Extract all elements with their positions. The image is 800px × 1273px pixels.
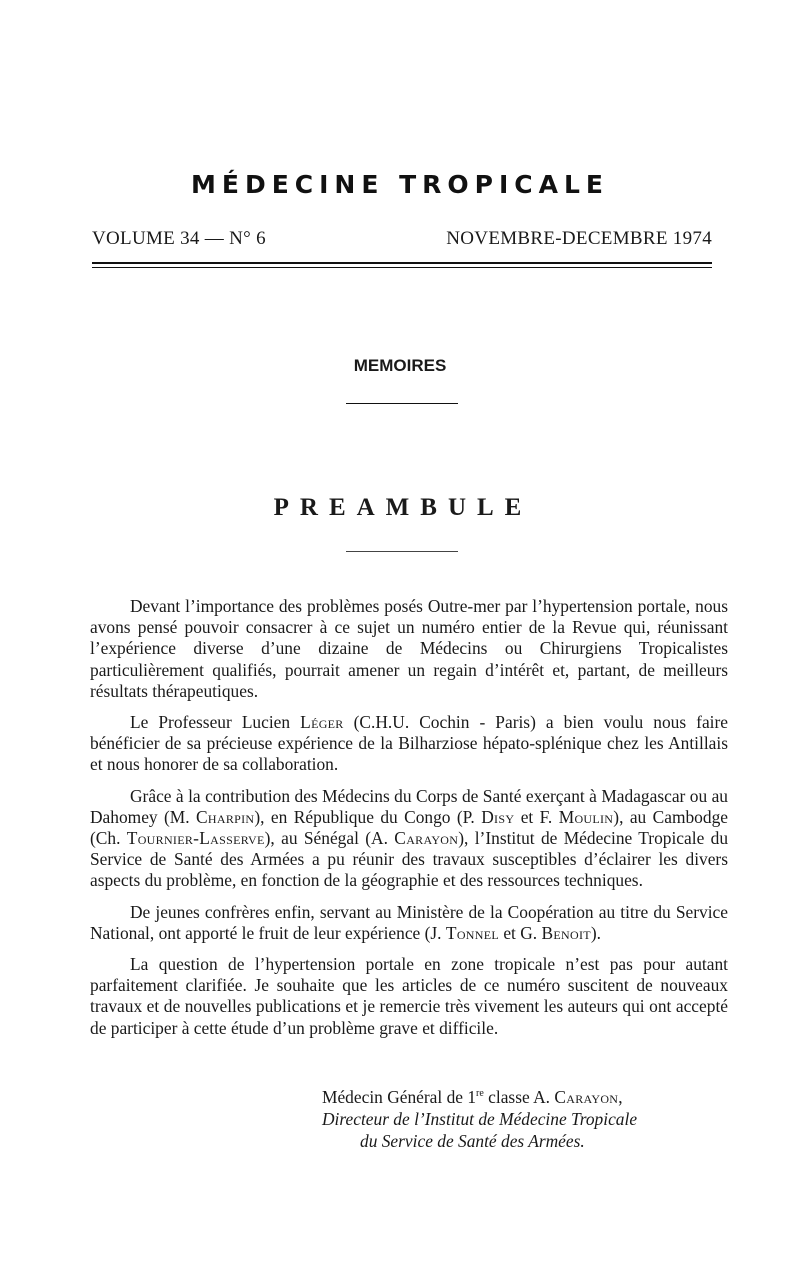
signature-comma: , <box>618 1087 623 1107</box>
p3-text-6: ), l’Institut de Médecine Tropicale du Service de Santé des Armées a pu réunir des travaux susceptibles d’éclairer les divers aspects du problème, en fonction de la géographie et des ressources techniques. <box>90 828 729 891</box>
signature-title-line-2: du Service de Santé des Armées. <box>360 1131 585 1151</box>
author-name: Tonnel <box>445 922 499 943</box>
issue-date: NOVEMBRE-DECEMBRE 1974 <box>446 228 712 249</box>
paragraph-3 <box>90 786 728 892</box>
article-body <box>90 596 728 1049</box>
header-rule-thin <box>92 267 712 268</box>
author-name: Disy <box>481 806 515 827</box>
signature-class: classe A. <box>483 1087 555 1107</box>
title-divider <box>346 551 458 552</box>
section-divider <box>346 403 458 404</box>
paragraph-1: Devant l’importance des problèmes posés Outre-mer par l’hypertension portale, nous avons pensé pouvoir consacrer à ce sujet un numéro entier de la Revue qui, réunissant l’expérience diverse d’une dizaine de Médecins ou Chirurgiens Tropicalistes particulièrement qualifiés, pourrait amener un regain d’intérêt et, partant, de meilleurs résultats thérapeutiques. <box>90 596 728 701</box>
author-name: Charpin <box>196 806 255 827</box>
p3-text-2: ), en République du Congo (P. <box>254 806 482 827</box>
p3-text-4: ), au Cambodge (Ch. <box>90 806 728 849</box>
author-name: Léger <box>300 712 344 733</box>
p2-text-1: Le Professeur Lucien <box>130 712 301 733</box>
signature-name: Carayon <box>554 1087 619 1107</box>
paragraph-5: La question de l’hypertension portale en zone tropicale n’est pas pour autant parfaitement clarifiée. Je souhaite que les articles de ce numéro suscitent de nouveaux travaux et de nouvelles publications et je remercie très vivement les auteurs qui ont accepté de participer à cette étude d’un problème grave et difficile. <box>90 954 728 1038</box>
p4-text-1: De jeunes confrères enfin, servant au Ministère de la Coopération au titre du Service National, ont apporté le fruit de leur expérience (J. <box>90 901 728 943</box>
p2-text-2: (C.H.U. Cochin - Paris) a bien voulu nous faire bénéficier de sa précieuse expérience de la Bilharziose hépato-splénique chez les Antillais et nous honorer de sa collaboration. <box>90 712 729 775</box>
paragraph-2 <box>90 712 728 776</box>
journal-title: MÉDECINE TROPICALE <box>190 170 610 199</box>
p4-text-2: et G. <box>498 922 542 943</box>
signature-title-line-1: Directeur de l’Institut de Médecine Tropicale <box>322 1109 638 1129</box>
signature-superscript: re <box>476 1088 484 1100</box>
author-name: Tournier-Lasserve <box>126 828 265 849</box>
author-name: Benoit <box>541 922 591 943</box>
author-name: Moulin <box>558 806 614 827</box>
signature-rank: Médecin Général de 1 <box>322 1087 477 1107</box>
section-title: MEMOIRES <box>353 356 447 375</box>
paragraph-4 <box>90 902 728 944</box>
volume-number: VOLUME 34 — N° 6 <box>92 228 266 249</box>
signature-name-line <box>322 1086 742 1108</box>
p4-text-3: ). <box>590 922 602 943</box>
author-name: Carayon <box>394 828 459 849</box>
signature-block <box>322 1086 742 1152</box>
p3-text-1: Grâce à la contribution des Médecins du Corps de Santé exerçant à Madagascar ou au Dahomey (M. <box>90 785 728 827</box>
header-rule-thick <box>92 262 712 264</box>
p3-text-5: ), au Sénégal (A. <box>264 828 395 849</box>
p3-text-3: et F. <box>514 806 559 827</box>
article-title: PREAMBULE <box>273 494 533 521</box>
